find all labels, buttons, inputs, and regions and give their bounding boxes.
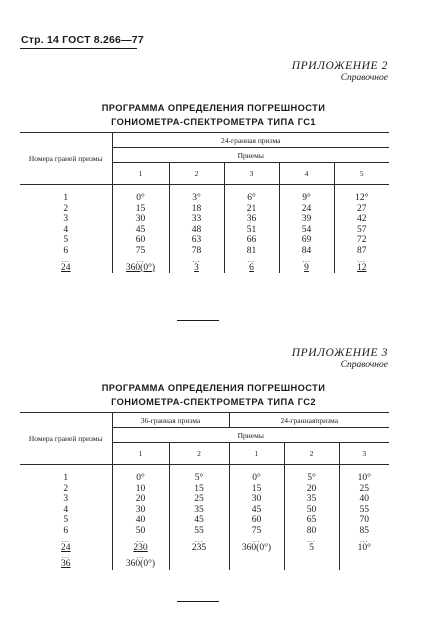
face-number: 6 [63,245,69,256]
angle-value: 45 [135,224,146,235]
angle-value: 50 [135,525,146,536]
program-title-line2: ГОНИОМЕТРА-СПЕКТРОМЕТРА ТИПА ГС1 [111,117,316,127]
ellipsis: ... [247,255,256,264]
angle-value: 72 [357,235,367,246]
program-title-line1: ПРОГРАММА ОПРЕДЕЛЕНИЯ ПОГРЕШНОСТИ [101,103,326,113]
prism-a-header: 36-гранная призма [112,413,229,428]
prism-header: 24-гранная призма [112,133,389,148]
program-title-gs2 [40,381,387,409]
angle-value: 9° [302,193,311,203]
angle-value: 6° [247,193,256,203]
angle-value: 70 [359,515,369,526]
angle-value: 40 [359,494,369,505]
angle-value: 75 [135,245,146,256]
angle-value: 30 [135,214,146,225]
table-gs1 [20,132,389,273]
ellipsis: ... [136,535,145,544]
angle-value: 39 [301,214,312,225]
angle-value: 78 [191,245,202,256]
angle-value: 54 [301,224,312,235]
face-number: 5 [63,515,69,526]
angle-value: 36 [246,214,257,225]
face-number: 24 [61,542,71,553]
program-title-line1: ПРОГРАММА ОПРЕДЕЛЕНИЯ ПОГРЕШНОСТИ [101,383,326,393]
step-column [224,185,279,274]
appendix-subtitle: Справочное [340,73,388,83]
separator-rule [177,601,219,602]
face-number: 4 [63,504,69,515]
col-number: 2 [284,443,339,465]
angle-value: 48 [191,224,202,235]
angle-value: 80 [306,525,317,536]
angle-value: 45 [194,515,204,526]
angle-value: 66 [246,235,257,246]
angle-value: 85 [359,525,369,536]
face-number: 6 [63,525,69,536]
face-number: 36 [61,559,71,570]
ellipsis: ... [192,255,201,264]
angle-value: 20 [135,494,146,505]
angle-value: 10° [357,473,371,483]
face-number: 4 [63,224,69,235]
angle-value: 3° [192,193,201,203]
prism-b-header: 24-граннаяпризма [229,413,389,428]
step-column [284,465,339,570]
angle-value: 65 [306,515,317,526]
angle-value: 84 [301,245,312,256]
step-column [112,185,169,274]
ellipsis: ... [307,535,316,544]
col-number: 3 [224,163,279,185]
col-number: 1 [229,443,284,465]
step-column [169,465,229,570]
step-column [229,465,284,570]
angle-value: 12° [355,193,369,203]
angle-value: 51 [246,224,257,235]
steps-header: Приемы [112,428,389,443]
angle-value: 12 [357,262,367,273]
angle-value: 5° [194,473,204,483]
angle-value: 87 [357,245,367,256]
col-number: 2 [169,163,224,185]
angle-value: 18 [191,203,202,214]
angle-value: 0° [136,193,145,203]
angle-value: 230 [133,542,148,553]
ellipsis: ... [61,552,70,561]
ellipsis: ... [252,535,261,544]
angle-value: 360(0°) [125,559,156,570]
ellipsis: ... [302,255,311,264]
angle-value: 55 [359,504,369,515]
angle-value: 63 [191,235,202,246]
angle-value: 40 [135,515,146,526]
angle-value: 360(0°) [241,542,272,553]
face-number: 2 [63,483,69,494]
angle-value: 20 [306,483,317,494]
angle-value: 0° [136,473,145,483]
face-number: 2 [63,203,69,214]
step-column [279,185,334,274]
angle-value: 55 [194,525,204,536]
angle-value: 0° [252,473,261,483]
col-number: 3 [339,443,389,465]
angle-value: 6 [249,262,254,273]
angle-value: 33 [191,214,202,225]
ellipsis: ... [61,535,70,544]
angle-value: 25 [194,494,204,505]
angle-value: 45 [251,504,262,515]
ellipsis: ... [357,255,366,264]
step-column [334,185,389,274]
face-number: 1 [63,473,69,483]
angle-value: 35 [306,494,317,505]
appendix-title: ПРИЛОЖЕНИЕ 2 [291,60,388,72]
angle-value: 60 [251,515,262,526]
step-column [112,465,169,570]
steps-header: Приемы [112,148,389,163]
angle-value: 30 [135,504,146,515]
col-number: 5 [334,163,389,185]
angle-value: 3 [194,262,199,273]
angle-value: 50 [306,504,317,515]
angle-value: 15 [135,203,146,214]
step-column [339,465,389,570]
appendix-subtitle: Справочное [340,360,388,370]
angle-value: 21 [246,203,257,214]
row-header-cell: Номера граней призмы [20,413,112,465]
page-header: Стр. 14 ГОСТ 8.266—77 [21,34,144,46]
appendix-2-block [292,60,388,83]
ellipsis: ... [136,255,145,264]
program-title-line2: ГОНИОМЕТРА-СПЕКТРОМЕТРА ТИПА ГС2 [111,397,316,407]
face-numbers-column [20,185,112,274]
ellipsis: ... [61,255,70,264]
ellipsis: ... [194,535,204,544]
col-number: 1 [112,443,169,465]
angle-value: 9 [304,262,309,273]
step-column [169,185,224,274]
angle-value: 35 [194,504,204,515]
angle-value: 24 [301,203,312,214]
header-rule [20,48,137,49]
angle-value: 30 [251,494,262,505]
angle-value: 10° [357,542,371,553]
appendix-3-block [292,347,388,370]
ellipsis: ... [360,535,369,544]
face-number: 3 [63,494,69,505]
face-number: 3 [63,214,69,225]
angle-value: 10 [135,483,146,494]
col-number: 4 [279,163,334,185]
angle-value: 25 [359,483,369,494]
angle-value: 360(0°) [125,262,156,273]
ellipsis: ... [136,552,145,561]
angle-value: 15 [194,483,204,494]
program-title-gs1 [40,101,387,129]
angle-value: 235 [191,542,207,553]
angle-value: 5 [309,542,314,553]
table-gs2 [20,412,389,570]
face-number: 5 [63,235,69,246]
angle-value: 15 [251,483,262,494]
angle-value: 42 [357,214,367,225]
col-number: 1 [112,163,169,185]
angle-value: 27 [357,203,367,214]
col-number: 2 [169,443,229,465]
angle-value: 60 [135,235,146,246]
angle-value: 5° [307,473,316,483]
angle-value: 75 [251,525,262,536]
angle-value: 81 [246,245,257,256]
separator-rule [177,320,219,321]
row-header-cell: Номера граней призмы [20,133,112,185]
angle-value: 69 [301,235,312,246]
appendix-title: ПРИЛОЖЕНИЕ 3 [291,347,388,359]
face-number: 24 [61,262,71,273]
angle-value: 57 [357,224,367,235]
face-number: 1 [63,193,69,203]
face-numbers-column [20,465,112,570]
